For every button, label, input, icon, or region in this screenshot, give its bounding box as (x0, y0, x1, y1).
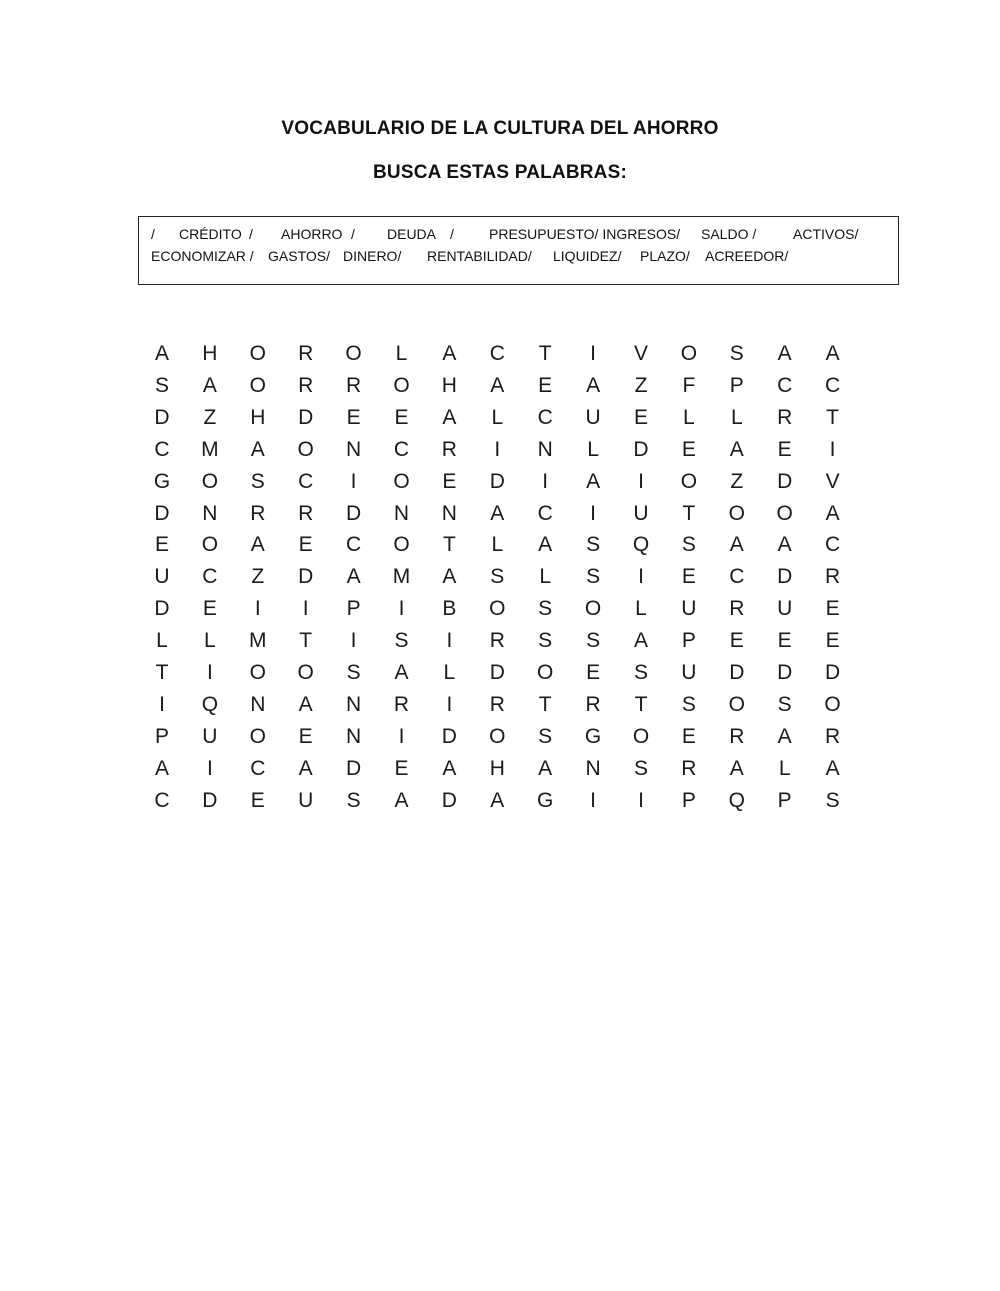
word-bank-item: CRÉDITO (179, 226, 242, 242)
grid-letter: C (489, 342, 505, 365)
grid-letter: E (825, 597, 840, 621)
grid-letter: I (494, 437, 501, 461)
word-bank-item: ECONOMIZAR / (151, 248, 254, 264)
grid-letter: S (586, 629, 601, 653)
grid-letter: G (584, 724, 602, 748)
grid-letter: L (395, 342, 408, 365)
grid-letter: S (538, 597, 553, 621)
grid-letter: I (350, 469, 357, 493)
grid-letter: I (590, 788, 597, 812)
grid-letter: S (346, 661, 361, 684)
grid-letter: P (681, 629, 696, 653)
grid-letter: T (442, 533, 456, 557)
grid-letter: Q (201, 692, 219, 716)
grid-letter: C (250, 756, 266, 780)
grid-letter: C (154, 437, 170, 461)
grid-letter: O (489, 597, 506, 621)
grid-letter: O (824, 692, 841, 716)
grid-letter: O (393, 533, 410, 557)
grid-letter: A (442, 565, 457, 589)
grid-letter: A (825, 342, 840, 365)
grid-letter: E (346, 405, 361, 429)
grid-letter: A (729, 756, 744, 780)
grid-letter: E (729, 629, 744, 653)
grid-letter: T (538, 342, 552, 365)
grid-letter: D (298, 565, 314, 589)
grid-letter: I (542, 469, 549, 493)
grid-letter: U (154, 565, 170, 589)
grid-letter: O (201, 469, 219, 493)
grid-letter: R (298, 342, 314, 365)
word-bank-item: GASTOS/ (268, 248, 330, 264)
grid-letter: D (298, 405, 314, 429)
grid-letter: I (206, 661, 213, 684)
grid-letter: E (250, 788, 265, 812)
grid-letter: O (297, 661, 314, 684)
grid-letter: P (777, 788, 792, 812)
grid-letter: A (777, 533, 792, 557)
grid-letter: S (681, 692, 696, 716)
grid-letter: L (778, 756, 791, 780)
grid-letter: A (538, 756, 553, 780)
grid-letter: O (680, 342, 698, 365)
word-bank-separator: / (351, 226, 355, 242)
grid-letter: S (633, 661, 648, 684)
grid-letter: R (825, 565, 841, 589)
grid-letter: F (682, 373, 696, 397)
grid-letter: S (346, 788, 361, 812)
grid-letter: O (249, 342, 266, 365)
grid-letter: D (777, 661, 793, 684)
grid-letter: R (489, 692, 505, 716)
grid-letter: A (346, 565, 361, 589)
grid-letter: I (638, 469, 644, 493)
grid-letter: C (825, 373, 841, 397)
grid-letter: V (633, 342, 648, 365)
grid-letter: R (585, 692, 601, 716)
grid-letter: P (346, 597, 361, 621)
grid-letter: C (537, 405, 553, 429)
grid-letter: C (393, 437, 410, 461)
grid-letter: I (254, 597, 261, 621)
grid-letter: T (299, 629, 313, 653)
word-bank-item: PLAZO/ (640, 248, 690, 264)
grid-letter: C (154, 788, 170, 812)
grid-letter: Z (251, 565, 265, 589)
grid-letter: E (681, 565, 696, 589)
word-bank-item: SALDO / (701, 226, 757, 242)
grid-letter: M (249, 629, 267, 653)
word-bank-item: RENTABILIDAD/ (427, 248, 532, 264)
grid-letter: R (729, 597, 745, 621)
grid-letter: C (537, 501, 553, 525)
grid-letter: A (777, 342, 792, 365)
grid-letter: I (590, 342, 597, 365)
word-bank-item: PRESUPUESTO/ INGRESOS/ (489, 226, 681, 242)
grid-letter: E (681, 437, 696, 461)
grid-letter: I (159, 692, 165, 716)
grid-letter: E (586, 661, 601, 684)
grid-letter: R (729, 724, 745, 748)
grid-letter: T (826, 405, 839, 429)
grid-letter: V (825, 469, 840, 493)
grid-letter: U (202, 724, 218, 748)
grid-letter: I (446, 629, 453, 653)
grid-letter: N (346, 724, 362, 748)
grid-letter: D (441, 724, 457, 748)
grid-letter: E (777, 437, 792, 461)
grid-letter: L (730, 405, 743, 429)
word-bank-separator: / (450, 226, 454, 242)
grid-letter: M (201, 437, 219, 461)
grid-letter: N (202, 501, 218, 525)
grid-letter: A (729, 437, 744, 461)
grid-letter: A (394, 788, 409, 812)
page-subtitle: BUSCA ESTAS PALABRAS: (372, 162, 628, 183)
grid-letter: A (394, 661, 409, 684)
grid-letter: L (539, 565, 552, 589)
grid-letter: U (681, 597, 697, 621)
grid-letter: H (202, 342, 218, 365)
grid-letter: U (298, 788, 314, 812)
grid-letter: E (538, 373, 553, 397)
grid-letter: H (250, 405, 266, 429)
grid-letter: S (729, 342, 744, 365)
grid-letter: A (202, 373, 217, 397)
grid-letter: D (729, 661, 745, 684)
grid-letter: R (777, 405, 793, 429)
grid-letter: E (298, 724, 313, 748)
grid-letter: R (489, 629, 505, 653)
grid-letter: S (777, 692, 792, 716)
grid-letter: D (441, 788, 457, 812)
grid-letter: A (298, 692, 313, 716)
grid-letter: A (298, 756, 313, 780)
grid-letter: A (633, 629, 648, 653)
grid-letter: U (585, 405, 601, 429)
grid-letter: A (250, 437, 265, 461)
grid-letter: D (489, 469, 505, 493)
grid-letter: R (441, 437, 457, 461)
grid-letter: E (394, 756, 409, 780)
grid-letter: U (633, 501, 649, 525)
grid-letter: I (829, 437, 836, 461)
grid-letter: L (443, 661, 456, 684)
grid-letter: D (346, 501, 362, 525)
word-bank-item: ACTIVOS/ (793, 226, 859, 242)
grid-letter: A (490, 788, 505, 812)
grid-letter: A (250, 533, 265, 557)
grid-letter: L (587, 437, 599, 461)
grid-letter: C (202, 565, 218, 589)
grid-letter: S (586, 565, 601, 589)
grid-letter: T (538, 692, 552, 716)
grid-letter: Z (634, 373, 648, 397)
word-bank-separator: / (249, 226, 253, 242)
grid-letter: M (392, 565, 411, 589)
grid-letter: O (584, 597, 602, 621)
grid-letter: L (491, 405, 504, 429)
page-title: VOCABULARIO DE LA CULTURA DEL AHORRO (281, 118, 719, 139)
grid-letter: A (442, 756, 457, 780)
grid-letter: D (154, 501, 170, 525)
grid-letter: A (729, 533, 744, 557)
grid-letter: S (154, 373, 169, 397)
grid-letter: S (250, 469, 265, 493)
grid-letter: D (202, 788, 218, 812)
grid-letter: O (393, 469, 410, 493)
grid-letter: E (825, 629, 840, 653)
grid-letter: R (298, 373, 314, 397)
grid-letter: Z (203, 405, 217, 429)
grid-letter: R (250, 501, 266, 525)
grid-letter: O (728, 692, 745, 716)
grid-letter: I (590, 501, 597, 525)
grid-letter: G (153, 469, 171, 493)
grid-letter: S (538, 724, 553, 748)
grid-letter: P (681, 788, 696, 812)
grid-letter: Z (730, 469, 744, 493)
grid-letter: Q (632, 533, 650, 557)
grid-letter: N (585, 756, 601, 780)
grid-letter: D (154, 405, 170, 429)
grid-letter: N (346, 692, 362, 716)
grid-letter: O (249, 724, 266, 748)
grid-letter: P (154, 724, 169, 748)
grid-letter: T (155, 661, 169, 684)
grid-letter: I (638, 565, 644, 589)
grid-letter: L (156, 629, 168, 653)
grid-letter: O (776, 501, 793, 525)
grid-letter: O (345, 342, 362, 365)
word-bank-box (138, 216, 899, 285)
grid-letter: E (777, 629, 792, 653)
word-bank-item: AHORRO (281, 226, 343, 242)
word-bank-item: DEUDA (387, 226, 437, 242)
grid-letter: H (489, 756, 505, 780)
grid-letter: S (825, 788, 840, 812)
grid-letter: N (441, 501, 457, 525)
grid-letter: C (729, 565, 745, 589)
grid-letter: O (680, 469, 698, 493)
grid-letter: D (777, 469, 793, 493)
grid-letter: U (681, 661, 697, 684)
grid-letter: C (298, 469, 314, 493)
grid-letter: A (490, 501, 505, 525)
grid-letter: A (825, 501, 840, 525)
grid-letter: E (394, 405, 409, 429)
grid-letter: O (632, 724, 650, 748)
grid-letter: R (393, 692, 410, 716)
grid-letter: P (729, 373, 744, 397)
grid-letter: U (777, 597, 793, 621)
grid-letter: T (634, 692, 648, 716)
grid-letter: N (346, 437, 362, 461)
word-bank-item: ACREEDOR/ (705, 248, 789, 264)
grid-letter: A (586, 373, 601, 397)
grid-letter: N (537, 437, 553, 461)
grid-letter: D (633, 437, 649, 461)
grid-letter: O (728, 501, 745, 525)
grid-letter: N (393, 501, 410, 525)
grid-letter: L (491, 533, 504, 557)
grid-letter: D (489, 661, 505, 684)
word-bank-item: LIQUIDEZ/ (553, 248, 622, 264)
grid-letter: S (490, 565, 505, 589)
grid-letter: E (442, 469, 457, 493)
grid-letter: E (633, 405, 648, 429)
grid-letter: I (638, 788, 644, 812)
grid-letter: C (825, 533, 841, 557)
grid-letter: T (682, 501, 696, 525)
grid-letter: A (825, 756, 840, 780)
grid-letter: A (490, 373, 505, 397)
word-bank-separator: / (151, 226, 155, 242)
grid-letter: A (442, 405, 457, 429)
grid-letter: S (538, 629, 553, 653)
grid-letter: A (777, 724, 792, 748)
grid-letter: O (297, 437, 314, 461)
word-bank-item: DINERO/ (343, 248, 402, 264)
grid-letter: C (346, 533, 362, 557)
grid-letter: S (394, 629, 409, 653)
grid-letter: D (346, 756, 362, 780)
grid-letter: C (777, 373, 793, 397)
grid-letter: S (633, 756, 648, 780)
grid-letter: A (586, 469, 601, 493)
grid-letter: H (441, 373, 457, 397)
grid-letter: R (346, 373, 362, 397)
grid-letter: I (446, 692, 453, 716)
grid-letter: S (681, 533, 696, 557)
grid-letter: I (398, 597, 405, 621)
grid-letter: A (538, 533, 553, 557)
grid-letter: R (681, 756, 697, 780)
grid-letter: B (442, 597, 457, 621)
grid-letter: O (537, 661, 554, 684)
grid-letter: A (442, 342, 457, 365)
grid-letter: I (398, 724, 405, 748)
grid-letter: I (302, 597, 309, 621)
grid-letter: Q (728, 788, 745, 812)
grid-letter: O (489, 724, 506, 748)
grid-letter: O (249, 661, 266, 684)
grid-letter: L (204, 629, 216, 653)
grid-letter: S (586, 533, 601, 557)
grid-letter: E (202, 597, 217, 621)
grid-letter: A (154, 756, 169, 780)
grid-letter: E (154, 533, 169, 557)
grid-letter: E (681, 724, 696, 748)
grid-letter: G (537, 788, 554, 812)
grid-letter: A (154, 342, 169, 365)
grid-letter: D (154, 597, 170, 621)
grid-letter: E (298, 533, 313, 557)
grid-letter: L (635, 597, 647, 621)
grid-letter: I (350, 629, 357, 653)
grid-letter: L (683, 405, 695, 429)
grid-letter: D (825, 661, 841, 684)
grid-letter: R (298, 501, 314, 525)
grid-letter: O (249, 373, 266, 397)
grid-letter: D (777, 565, 793, 589)
grid-letter: O (201, 533, 219, 557)
grid-letter: R (825, 724, 841, 748)
grid-letter: N (250, 692, 266, 716)
grid-letter: I (206, 756, 213, 780)
grid-letter: O (393, 373, 410, 397)
